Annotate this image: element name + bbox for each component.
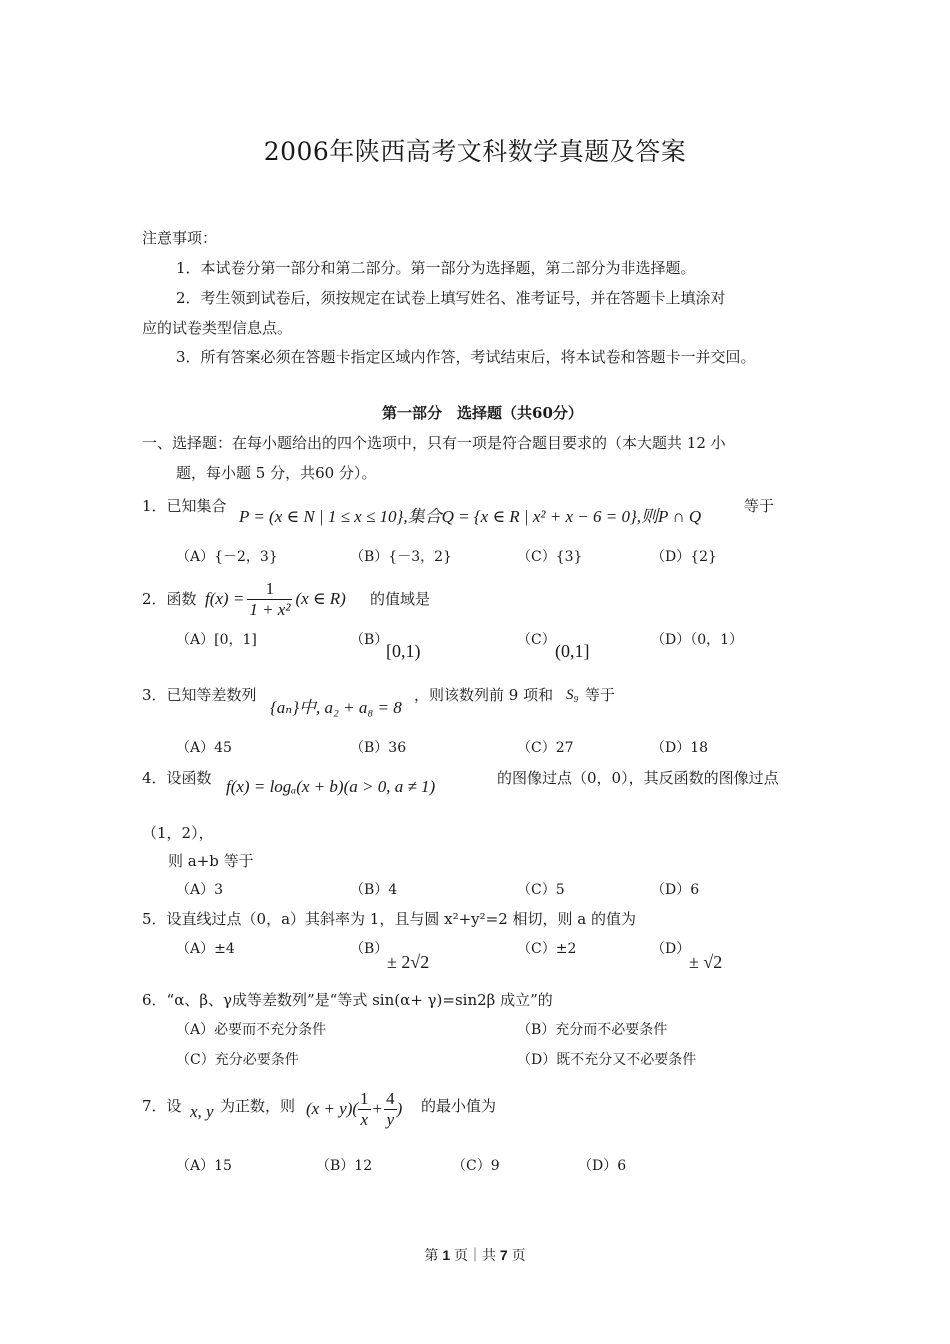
q7-option-d: （D）6 — [578, 1158, 627, 1174]
footer-page-number: 1 — [442, 1247, 451, 1263]
q6-option-d: （D）既不充分又不必要条件 — [517, 1052, 697, 1068]
q2-suffix: 的值域是 — [370, 590, 431, 608]
footer-post: 页 — [511, 1247, 526, 1263]
part1-instructions-line2: 题，每小题 5 分，共60 分）。 — [176, 464, 377, 482]
q1-option-d: （D）{2} — [651, 549, 717, 565]
footer-total-pages: 7 — [499, 1247, 508, 1263]
q2-option-c-math: (0,1] — [555, 641, 590, 661]
q1-formula: P = (x ∈ N | 1 ≤ x ≤ 10},集合Q = {x ∈ R | x² + x − 6 = 0},则P ∩ Q — [239, 507, 702, 526]
q3-option-d: （D）18 — [651, 740, 709, 756]
footer-mid: 页｜共 — [454, 1247, 496, 1263]
q7-option-b: （B）12 — [316, 1158, 373, 1174]
q2-fraction — [247, 579, 292, 620]
q3-suffix2: 等于 — [585, 686, 616, 704]
q2-option-a: （A）[0，1] — [176, 632, 257, 648]
notice-heading: 注意事项： — [142, 229, 218, 247]
q5-option-d-math: ± √2 — [689, 952, 723, 972]
q2-option-b-math: [0,1) — [386, 641, 421, 661]
q1-suffix: 等于 — [744, 497, 775, 515]
q7-suffix: 的最小值为 — [421, 1097, 497, 1115]
q5-option-c: （C）±2 — [517, 941, 577, 957]
q7-prefix: 7．设 — [142, 1097, 182, 1115]
q7-option-a: （A）15 — [176, 1158, 232, 1174]
q1-option-c: （C）{3} — [517, 549, 583, 565]
q3-option-c: （C）27 — [517, 740, 574, 756]
q4-option-c: （C）5 — [517, 882, 565, 898]
q6-option-c: （C）充分必要条件 — [176, 1052, 299, 1068]
q4-prefix: 4．设函数 — [142, 769, 212, 787]
notice-item-1: 1．本试卷分第一部分和第二部分。第一部分为选择题，第二部分为非选择题。 — [176, 259, 696, 277]
q6-text: 6．“α、β、γ成等差数列”是“等式 sin(α+ γ)=sin2β 成立”的 — [142, 991, 553, 1009]
q4-suffix: 的图像过点（0，0），其反函数的图像过点 — [497, 769, 779, 787]
notice-item-2: 2．考生领到试卷后，须按规定在试卷上填写姓名、准考证号，并在答题卡上填涂对 — [176, 289, 726, 307]
q4-formula: f(x) = logₐ(x + b)(a > 0, a ≠ 1) — [226, 777, 436, 796]
q7-plus: + — [372, 1099, 383, 1118]
part1-heading: 第一部分 选择题（共60分） — [382, 404, 583, 422]
q5-option-b-math: ± 2√2 — [387, 952, 430, 972]
q5-text: 5．设直线过点（0，a）其斜率为 1，且与圆 x²+y²=2 相切，则 a 的值为 — [142, 910, 636, 928]
q5-option-d: （D） — [651, 941, 691, 957]
q7-fraction-2-num: 4 — [386, 1088, 395, 1108]
footer-pre: 第 — [424, 1247, 439, 1263]
q7-fraction-1-num: 1 — [360, 1088, 369, 1108]
q6-option-a: （A）必要而不充分条件 — [176, 1022, 327, 1038]
q7-option-c: （C）9 — [452, 1158, 500, 1174]
q4-line3: 则 a+b 等于 — [168, 852, 254, 870]
q3-formula: {aₙ}中, a₂ + a₈ = 8 — [270, 698, 402, 717]
notice-item-3: 3．所有答案必须在答题卡指定区域内作答，考试结束后，将本试卷和答题卡一并交回。 — [176, 348, 756, 366]
q4-option-d: （D）6 — [651, 882, 700, 898]
q3-s9: S₉ — [566, 687, 579, 703]
q2-formula — [205, 575, 346, 623]
q2-option-d: （D）（0，1） — [651, 632, 744, 648]
q3-prefix: 3．已知等差数列 — [142, 686, 257, 704]
q4-line2: （1，2）， — [142, 824, 214, 842]
q7-expr-left: (x + y)( — [306, 1099, 359, 1118]
q2-function: f(x) = — [205, 589, 245, 608]
q6-option-b: （B）充分而不必要条件 — [517, 1022, 668, 1038]
q3-option-b: （B）36 — [350, 740, 407, 756]
q3-option-a: （A）45 — [176, 740, 232, 756]
q7-fraction-1-den: x — [358, 1109, 371, 1130]
q5-option-b: （B） — [350, 941, 389, 957]
q2-prefix: 2．函数 — [142, 590, 197, 608]
q7-vars: x, y — [190, 1102, 214, 1121]
q7-expr-right: ) — [396, 1099, 403, 1118]
q2-option-b: （B） — [350, 632, 389, 648]
q2-fraction-num: 1 — [265, 578, 275, 598]
page-footer — [0, 1245, 950, 1265]
q2-condition: (x ∈ R) — [295, 589, 346, 608]
q3-suffix: ，则该数列前 9 项和 — [414, 686, 554, 704]
q7-fraction-2 — [384, 1089, 397, 1130]
part1-instructions-line1: 一、选择题：在每小题给出的四个选项中，只有一项是符合题目要求的（本大题共 12 小 — [142, 434, 726, 452]
page-title: 2006年陕西高考文科数学真题及答案 — [263, 137, 687, 166]
notice-item-2-cont: 应的试卷类型信息点。 — [142, 319, 293, 337]
q2-option-c: （C） — [517, 632, 556, 648]
q7-mid: 为正数，则 — [220, 1097, 296, 1115]
q2-fraction-den: 1 + x² — [249, 599, 291, 619]
q1-prefix: 1．已知集合 — [142, 497, 227, 515]
q1-option-b: （B）{－3，2} — [350, 549, 452, 565]
q7-formula — [306, 1083, 402, 1135]
q5-option-a: （A）±4 — [176, 941, 235, 957]
q4-option-b: （B）4 — [350, 882, 398, 898]
q7-fraction-2-den: y — [384, 1109, 397, 1130]
q7-fraction-1 — [358, 1089, 371, 1130]
q1-option-a: （A）{－2，3} — [176, 549, 278, 565]
q4-option-a: （A）3 — [176, 882, 224, 898]
